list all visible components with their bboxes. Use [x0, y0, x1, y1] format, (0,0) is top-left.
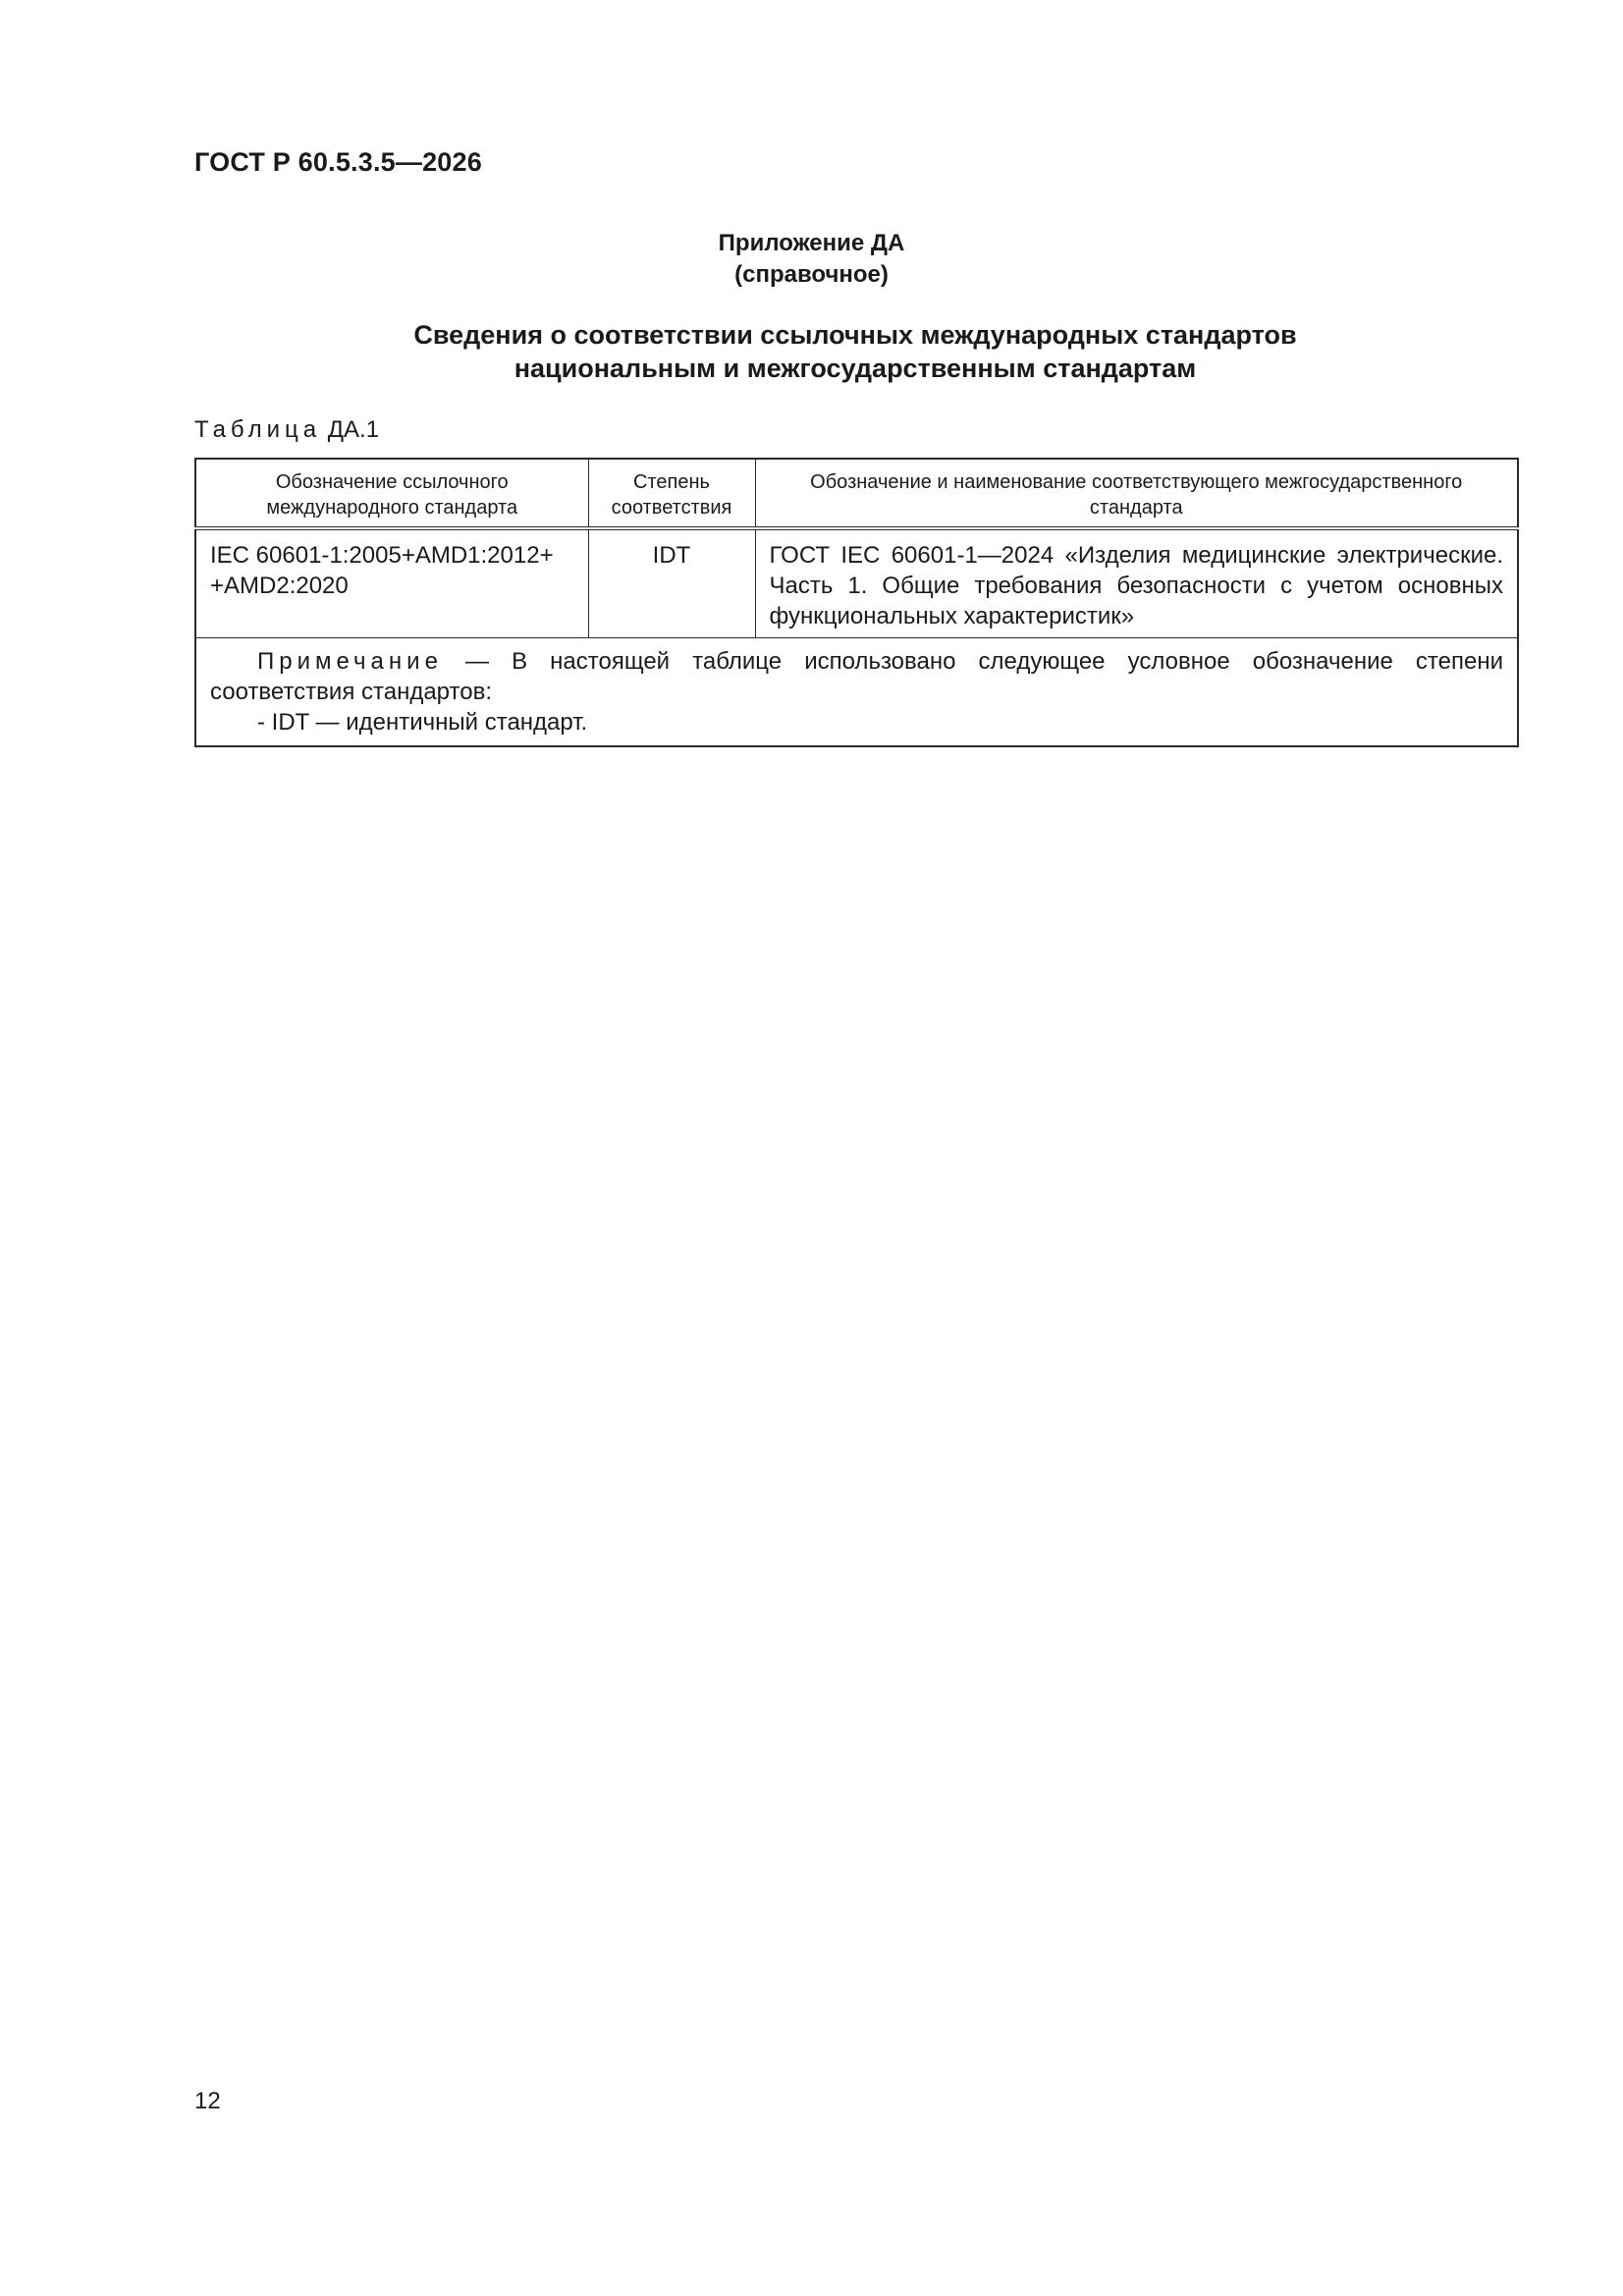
cell-reference-standard: IEC 60601-1:2005+AMD1:2012+ +AMD2:2020: [195, 528, 588, 638]
table-caption: [194, 416, 379, 444]
reference-table: [194, 458, 1519, 747]
table-header-row: [195, 459, 1518, 528]
table-caption-word: Таблица: [194, 416, 322, 443]
note-body: — В настоящей таблице использовано следующее условное обозначение степени соответствия стандартов:: [210, 648, 1504, 705]
note-list-item: - IDT — идентичный стандарт.: [257, 709, 588, 736]
reference-table-container: [194, 458, 1517, 747]
column-header-degree: Степень соответствия: [588, 459, 755, 528]
column-header-national: Обозначение и наименование соответствующего межгосударственного стандарта: [755, 459, 1518, 528]
note-label: Примечание: [257, 648, 443, 675]
appendix-title: [0, 318, 1623, 385]
appendix-name: Приложение ДА: [718, 230, 905, 256]
cell-national-standard: ГОСТ IEC 60601-1—2024 «Изделия медицинские электрические. Часть 1. Общие требования безопасности с учетом основных функциональных характеристик»: [755, 528, 1518, 638]
column-header-reference: Обозначение ссылочного международного стандарта: [195, 459, 588, 528]
appendix-title-line-2: национальным и межгосударственным стандартам: [514, 354, 1197, 383]
appendix-heading: [0, 228, 1623, 291]
table-note-row: [195, 638, 1518, 747]
cell-degree: IDT: [588, 528, 755, 638]
table-note: [195, 638, 1518, 747]
note-text: [210, 646, 1503, 707]
document-header: ГОСТ Р 60.5.3.5—2026: [194, 147, 482, 177]
table-caption-number: ДА.1: [327, 416, 380, 443]
appendix-title-line-1: Сведения о соответствии ссылочных международных стандартов: [413, 320, 1297, 350]
page-number: 12: [194, 2088, 221, 2114]
table-row: [195, 528, 1518, 638]
appendix-kind: (справочное): [734, 261, 889, 288]
